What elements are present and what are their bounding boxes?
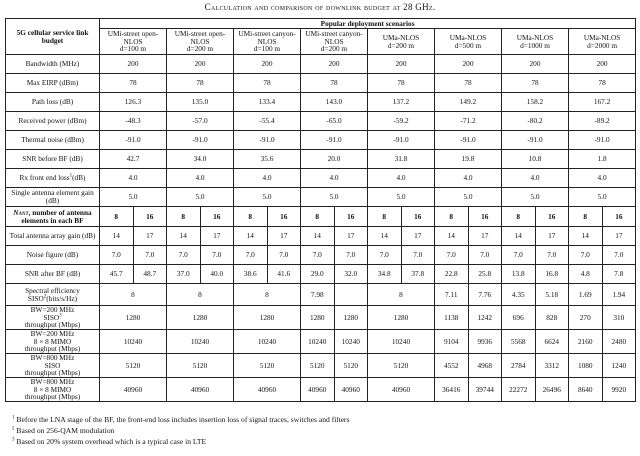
cell-value: -80.2 [502,112,569,131]
cell-value: -91.0 [368,131,435,150]
cell-value: 7.0 [234,246,268,265]
cell-value: 7.0 [535,246,569,265]
cell-value: 2784 [502,354,536,378]
table-row [6,284,636,306]
row-label-mode: SISO$^3$ [43,312,62,322]
scenario-distance: d=200 m [387,40,415,50]
cell-value: 19.8 [435,150,502,169]
cell-value: 8 [502,207,536,227]
scenario-name: UMa-NLOS [583,32,621,42]
table-row [6,330,636,354]
cell-value: 78 [368,74,435,93]
cell-value: 34.8 [368,265,402,284]
row-label: Bandwidth (MHz) [6,55,100,74]
table-row [6,306,636,330]
cell-value: 45.7 [100,265,134,284]
table-row [6,131,636,150]
cell-value: 40960 [334,378,368,402]
scenario-header [301,29,368,55]
cell-value: 8640 [569,378,603,402]
cell-value: 137.2 [368,93,435,112]
row-label: Max EIRP (dBm) [6,74,100,93]
scenario-name: UMa-NLOS [382,32,420,42]
cell-value: 4.0 [502,169,569,188]
cell-value: -91.0 [435,131,502,150]
scenario-distance: d=200 m [320,44,348,54]
cell-value: 37.0 [167,265,201,284]
cell-value: 8 [234,284,301,306]
cell-value: 8 [100,207,134,227]
row-label-unit: throughput (Mbps) [24,320,81,330]
scenario-header [569,29,636,55]
footnote-mark: 1 [12,415,15,421]
cell-value: 7.0 [301,246,335,265]
footnote-mark: 3 [12,437,15,443]
cell-value: 7.0 [368,246,402,265]
row-label-unit: throughput (Mbps) [24,344,81,354]
row-label: Noise figure (dB) [6,246,100,265]
cell-value: 200 [301,55,368,74]
cell-value: 270 [569,306,603,330]
cell-value: 200 [100,55,167,74]
scenario-distance: d=100 m [119,44,147,54]
row-label: Rx front end loss$^1$(dB) [6,169,100,188]
cell-value: 7.0 [401,246,435,265]
cell-value: 14 [234,227,268,246]
scenario-name: UMa-NLOS [449,32,487,42]
scenario-group-header: Popular deployment scenarios [100,19,636,29]
cell-value: 1280 [368,306,435,330]
cell-value: 36416 [435,378,469,402]
scenario-header-row [6,29,636,55]
cell-value: 9104 [435,330,469,354]
cell-value: 5120 [234,354,301,378]
cell-value: -55.4 [234,112,301,131]
cell-value: 7.0 [569,246,603,265]
cell-value: 200 [234,55,301,74]
table-caption: Calculation and comparison of downlink budget at 28 GHz. [204,2,436,12]
cell-value: -57.0 [167,112,234,131]
cell-value: 1280 [334,306,368,330]
cell-value: 9920 [602,378,636,402]
cell-value: 1080 [569,354,603,378]
scenario-distance: d=200 m [186,44,214,54]
cell-value: 5568 [502,330,536,354]
table-row [6,169,636,188]
table-row [6,354,636,378]
table-row [6,378,636,402]
cell-value: 158.2 [502,93,569,112]
cell-value: 135.0 [167,93,234,112]
row-label: SNR after BF (dB) [6,265,100,284]
row-label-unit: throughput (Mbps) [24,392,81,402]
cell-value: 1242 [468,306,502,330]
cell-value: 200 [502,55,569,74]
row-label: Path loss (dB) [6,93,100,112]
footnote: $^1$ Before the LNA stage of the BF, the front-end loss includes insertion loss of signal traces, switches and filters [12,415,350,424]
table-row [6,265,636,284]
cell-value: 5.0 [368,188,435,207]
cell-value: 10240 [334,330,368,354]
table-row [6,112,636,131]
cell-value: 40960 [234,378,301,402]
cell-value: 32.0 [334,265,368,284]
cell-value: 35.6 [234,150,301,169]
cell-value: 14 [502,227,536,246]
row-label [6,378,100,402]
cell-value: 17 [334,227,368,246]
cell-value: 14 [100,227,134,246]
cell-value: 26496 [535,378,569,402]
cell-value: 149.2 [435,93,502,112]
cell-value: 167.2 [569,93,636,112]
cell-value: 133.4 [234,93,301,112]
cell-value: 5.0 [502,188,569,207]
cell-value: -89.2 [569,112,636,131]
table-row [6,150,636,169]
cell-value: 5.0 [435,188,502,207]
corner-header: 5G cellular service link budget [6,19,100,55]
cell-value: 40960 [368,378,435,402]
cell-value: 10.8 [502,150,569,169]
scenario-distance: d=500 m [454,40,482,50]
header-row [6,19,636,29]
footnotes [12,414,349,447]
row-label [6,306,100,330]
table-row [6,207,636,227]
cell-value: 5.0 [234,188,301,207]
row-label-bandwidth: BW=200 MHz [30,329,75,339]
cell-value: 7.8 [602,265,636,284]
row-label-mode: SISO [44,360,61,370]
cell-value: 4.0 [368,169,435,188]
cell-value: 1.8 [569,150,636,169]
cell-value: 4.0 [234,169,301,188]
cell-value: 7.0 [133,246,167,265]
row-label: Total antenna array gain (dB) [6,227,100,246]
cell-value: 39744 [468,378,502,402]
cell-value: 34.0 [167,150,234,169]
cell-value: 41.6 [267,265,301,284]
cell-value: 200 [569,55,636,74]
cell-value: 1.69 [569,284,603,306]
cell-value: 78 [234,74,301,93]
cell-value: 78 [435,74,502,93]
cell-value: 37.8 [401,265,435,284]
cell-value: 25.8 [468,265,502,284]
row-label [6,330,100,354]
cell-value: 5120 [100,354,167,378]
scenario-header [234,29,301,55]
cell-value: 7.0 [200,246,234,265]
cell-value: 5.0 [301,188,368,207]
footnote: $^3$ Based on 20% system overhead which is a typical case in LTE [12,437,207,446]
scenario-name: UMa-NLOS [516,32,554,42]
cell-value: 7.0 [602,246,636,265]
cell-value: 40960 [167,378,234,402]
scenario-header [167,29,234,55]
cell-value: 200 [368,55,435,74]
scenario-name: UMi-street canyon-NLOS [305,29,363,46]
cell-value: -91.0 [100,131,167,150]
row-label: Spectral efficiency SISO$^2$(bits/s/Hz) [6,284,100,306]
scenario-header [502,29,569,55]
scenario-header [368,29,435,55]
cell-value: 7.0 [167,246,201,265]
cell-value: 17 [602,227,636,246]
cell-value: 4.0 [301,169,368,188]
cell-value: 5120 [167,354,234,378]
row-label-unit: throughput (Mbps) [24,368,81,378]
row-label-mode: 8 × 8 MIMO [33,384,72,394]
cell-value: 4.0 [435,169,502,188]
row-label: Single antenna element gain (dB) [6,188,100,207]
cell-value: 8 [569,207,603,227]
cell-value: -91.0 [502,131,569,150]
cell-value: 2480 [602,330,636,354]
cell-value: -48.3 [100,112,167,131]
cell-value: 5120 [301,354,335,378]
cell-value: -71.2 [435,112,502,131]
cell-value: 6624 [535,330,569,354]
cell-value: 78 [301,74,368,93]
footnote: $^2$ Based on 256-QAM modulation [12,426,115,435]
cell-value: 1280 [234,306,301,330]
cell-value: 17 [133,227,167,246]
cell-value: 40960 [301,378,335,402]
cell-value: 7.0 [502,246,536,265]
cell-value: 1138 [435,306,469,330]
scenario-header [100,29,167,55]
link-budget-table [5,18,636,402]
table-row [6,227,636,246]
cell-value: 22.8 [435,265,469,284]
cell-value: 14 [301,227,335,246]
scenario-name: UMi-street open-NLOS [107,29,159,46]
cell-value: 40960 [100,378,167,402]
cell-value: 16 [535,207,569,227]
cell-value: 7.76 [468,284,502,306]
cell-value: 4.0 [569,169,636,188]
cell-value: 828 [535,306,569,330]
cell-value: 14 [435,227,469,246]
cell-value: 7.0 [334,246,368,265]
cell-value: 16 [401,207,435,227]
cell-value: 10240 [368,330,435,354]
cell-value: 200 [435,55,502,74]
cell-value: 126.3 [100,93,167,112]
cell-value: 4968 [468,354,502,378]
cell-value: 8 [234,207,268,227]
cell-value: 4552 [435,354,469,378]
cell-value: 13.8 [502,265,536,284]
row-label-mode: 8 × 8 MIMO [33,336,72,346]
cell-value: 8 [100,284,167,306]
cell-value: 5.0 [569,188,636,207]
cell-value: 310 [602,306,636,330]
table-row [6,246,636,265]
cell-value: 143.0 [301,93,368,112]
row-label [6,354,100,378]
row-label: Thermal noise (dBm) [6,131,100,150]
cell-value: -91.0 [167,131,234,150]
cell-value: 16 [602,207,636,227]
symbol-n: N [13,207,19,217]
cell-value: 5120 [334,354,368,378]
row-label: NANT, number of antenna elements in each BF [6,207,100,227]
cell-value: 17 [468,227,502,246]
cell-value: 16 [200,207,234,227]
scenario-name: UMi-street canyon-NLOS [238,29,296,46]
row-label-bandwidth: BW=200 MHz [30,305,75,315]
scenario-header [435,29,502,55]
cell-value: 7.98 [301,284,335,306]
cell-value: 4.35 [502,284,536,306]
footnote-mark: 2 [43,294,47,300]
cell-value: 4.8 [569,265,603,284]
row-label: Received power (dBm) [6,112,100,131]
table-row [6,93,636,112]
cell-value: 5120 [368,354,435,378]
cell-value: 14 [368,227,402,246]
cell-value: 8 [435,207,469,227]
scenario-distance: d=2000 m [587,40,618,50]
cell-value: 9936 [468,330,502,354]
cell-value: 3312 [535,354,569,378]
cell-value: 78 [569,74,636,93]
table-row [6,74,636,93]
cell-value: 2160 [569,330,603,354]
cell-value: 1280 [301,306,335,330]
cell-value: 7.0 [435,246,469,265]
cell-value: 17 [200,227,234,246]
cell-value: 16 [133,207,167,227]
cell-value: 17 [401,227,435,246]
cell-value: 78 [502,74,569,93]
cell-value: 14 [167,227,201,246]
scenario-distance: d=1000 m [520,40,550,50]
cell-value: -91.0 [569,131,636,150]
symbol-sub: ANT [18,211,29,217]
cell-value: 7.0 [468,246,502,265]
cell-value: 1.94 [602,284,636,306]
cell-value: -91.0 [234,131,301,150]
cell-value: 8 [301,207,335,227]
footnote-mark: 1 [69,173,73,179]
row-label-bandwidth: BW=800 MHz [30,353,75,363]
cell-value: 29.0 [301,265,335,284]
footnote-mark: 2 [12,426,15,432]
cell-value: 10240 [234,330,301,354]
cell-value: 8 [167,284,234,306]
table-row [6,188,636,207]
cell-value: 7.0 [100,246,134,265]
cell-value: 1240 [602,354,636,378]
cell-value: 8 [368,284,435,306]
cell-value: 200 [167,55,234,74]
cell-value: 16.8 [535,265,569,284]
row-label: SNR before BF (dB) [6,150,100,169]
cell-value: 8 [167,207,201,227]
cell-value: 38.6 [234,265,268,284]
cell-value: 22272 [502,378,536,402]
cell-value [334,284,368,306]
footnote-mark: 3 [59,313,62,319]
scenario-distance: d=100 m [253,44,281,54]
cell-value: 16 [334,207,368,227]
row-label-bandwidth: BW=800 MHz [30,377,75,387]
cell-value: -59.2 [368,112,435,131]
cell-value: 8 [368,207,402,227]
cell-value: 7.11 [435,284,469,306]
cell-value: 78 [100,74,167,93]
cell-value: 696 [502,306,536,330]
cell-value: 16 [267,207,301,227]
cell-value: 17 [267,227,301,246]
cell-value: 7.0 [267,246,301,265]
cell-value: 42.7 [100,150,167,169]
cell-value: 4.0 [167,169,234,188]
cell-value: 5.0 [167,188,234,207]
cell-value: 31.8 [368,150,435,169]
cell-value: 14 [569,227,603,246]
cell-value: 1280 [167,306,234,330]
cell-value: 48.7 [133,265,167,284]
scenario-name: UMi-street open-NLOS [174,29,226,46]
cell-value: 10240 [100,330,167,354]
table-row [6,55,636,74]
cell-value: 10240 [167,330,234,354]
cell-value: 40.0 [200,265,234,284]
cell-value: 4.0 [100,169,167,188]
cell-value: -65.0 [301,112,368,131]
cell-value: 10240 [301,330,335,354]
cell-value: 17 [535,227,569,246]
cell-value: 78 [167,74,234,93]
cell-value: 5.18 [535,284,569,306]
cell-value: 1280 [100,306,167,330]
cell-value: 16 [468,207,502,227]
cell-value: 5.0 [100,188,167,207]
cell-value: 20.0 [301,150,368,169]
cell-value: -91.0 [301,131,368,150]
